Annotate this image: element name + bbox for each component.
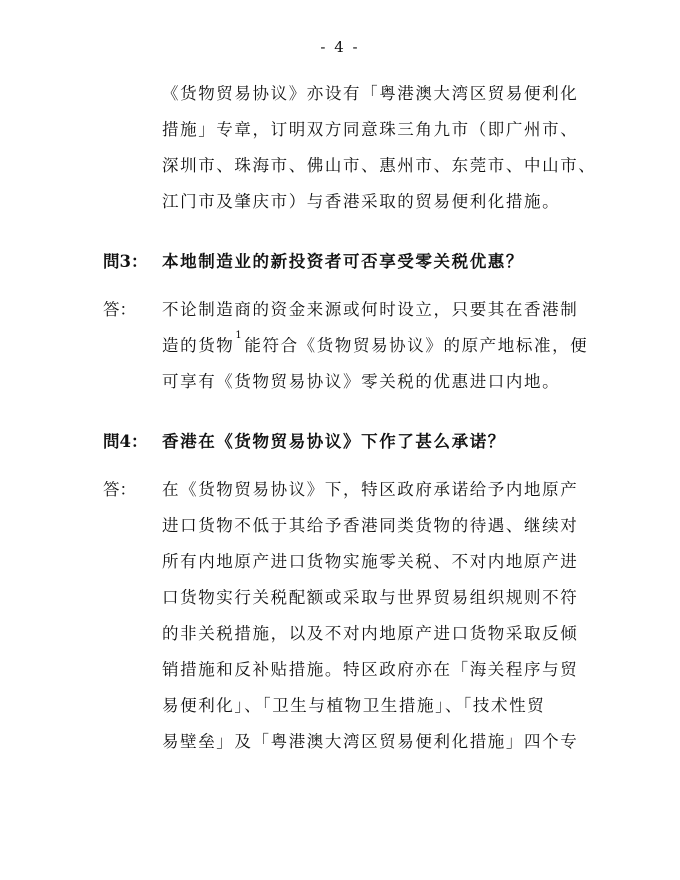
q3-answer-label: 答： xyxy=(103,300,136,319)
q4-answer-line-4: 口货物实行关税配额或采取与世界贸易组织规则不符 xyxy=(162,588,579,607)
q3-answer-line-3: 可享有《货物贸易协议》零关税的优惠进口内地。 xyxy=(162,372,561,391)
q4-answer-line-6: 销措施和反补贴措施。特区政府亦在「海关程序与贸 xyxy=(162,660,579,679)
q4-question: 香港在《货物贸易协议》下作了甚么承诺？ xyxy=(162,432,506,451)
q4-answer-line-8: 易壁垒」及「粤港澳大湾区贸易便利化措施」四个专 xyxy=(162,732,579,751)
q4-label: 問4： xyxy=(103,432,148,451)
q3-answer-line-2-post: 能符合《货物贸易协议》的原产地标准，便 xyxy=(244,336,589,355)
q3-question: 本地制造业的新投资者可否享受零关税优惠？ xyxy=(162,252,524,271)
intro-line-4: 江门市及肇庆市）与香港采取的贸易便利化措施。 xyxy=(162,192,561,211)
intro-line-1: 《货物贸易协议》亦设有「粤港澳大湾区贸易便利化 xyxy=(162,84,579,103)
footnote-mark: 1 xyxy=(235,330,244,341)
q3-answer-line-2 xyxy=(162,332,588,356)
q4-answer-line-7: 易便利化」、「卫生与植物卫生措施」、「技术性贸 xyxy=(162,696,546,715)
q4-answer-line-1: 在《货物贸易协议》下，特区政府承诺给予内地原产 xyxy=(162,480,579,499)
q4-answer-line-2: 进口货物不低于其给予香港同类货物的待遇、继续对 xyxy=(162,516,579,535)
q3-answer-line-2-pre: 造的货物 xyxy=(162,336,235,355)
q4-answer-label: 答： xyxy=(103,480,136,499)
q4-answer-line-3: 所有内地原产进口货物实施零关税、不对内地原产进 xyxy=(162,552,579,571)
q3-label: 問3： xyxy=(103,252,148,271)
q4-answer-line-5: 的非关税措施，以及不对内地原产进口货物采取反倾 xyxy=(162,624,579,643)
q3-answer-line-1: 不论制造商的资金来源或何时设立，只要其在香港制 xyxy=(162,300,579,319)
intro-line-2: 措施」专章，订明双方同意珠三角九市（即广州市、 xyxy=(162,120,579,139)
page-number: - 4 - xyxy=(320,38,360,56)
intro-line-3: 深圳市、珠海市、佛山市、惠州市、东莞市、中山市、 xyxy=(162,156,597,175)
